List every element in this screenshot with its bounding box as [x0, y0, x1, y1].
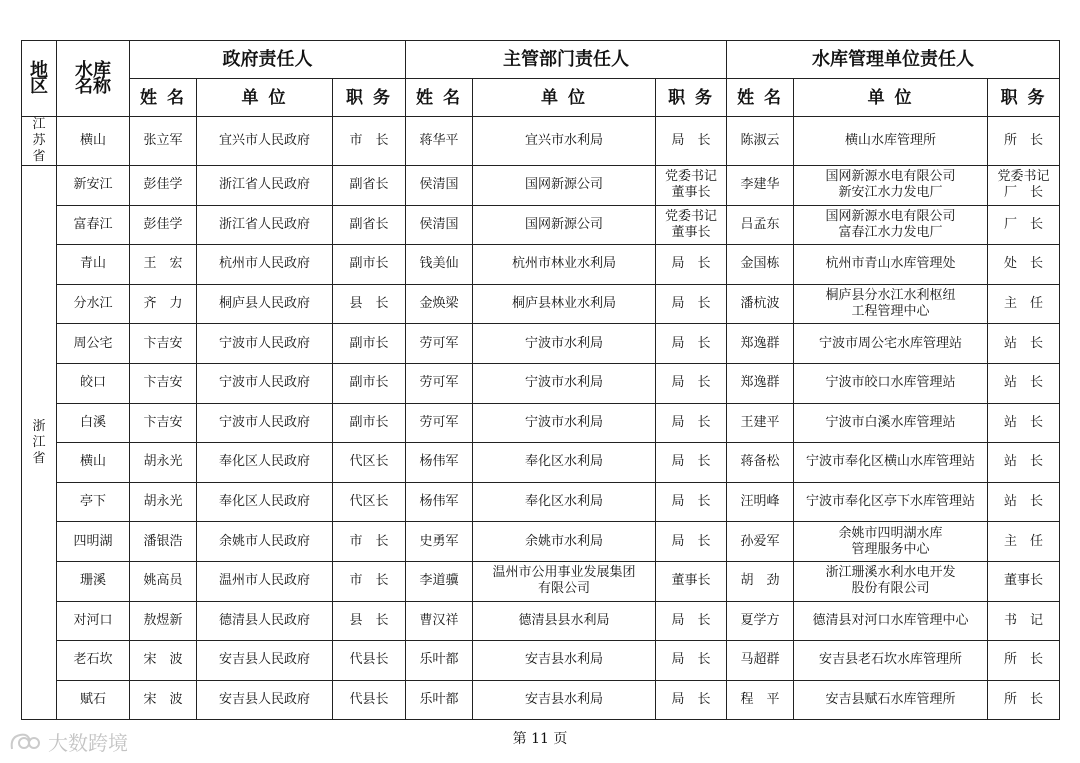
dept-org: 国网新源公司: [473, 205, 656, 245]
unit-post: 站 长: [988, 363, 1060, 403]
gov-post: 副省长: [333, 166, 406, 206]
unit-name: 金国栋: [727, 245, 794, 285]
unit-org: 安吉县赋石水库管理所: [794, 680, 988, 720]
dept-post: 局 长: [656, 522, 727, 562]
table-row: [22, 482, 1060, 522]
dept-post: 局 长: [656, 443, 727, 483]
unit-post: 站 长: [988, 443, 1060, 483]
gov-org: 余姚市人民政府: [197, 522, 333, 562]
unit-name: 郑逸群: [727, 363, 794, 403]
table-row: [22, 522, 1060, 562]
table-row: [22, 166, 1060, 206]
gov-post: 副市长: [333, 245, 406, 285]
unit-org: 宁波市白溪水库管理站: [794, 403, 988, 443]
reservoir-name: 白溪: [57, 403, 130, 443]
unit-post: 书 记: [988, 601, 1060, 641]
gov-post: 代县长: [333, 641, 406, 681]
header-unit: 水库管理单位责任人: [727, 41, 1060, 79]
header-unit-name: 姓 名: [727, 79, 794, 117]
dept-org: 安吉县水利局: [473, 680, 656, 720]
gov-post: 副省长: [333, 205, 406, 245]
unit-org: 宁波市周公宅水库管理站: [794, 324, 988, 364]
unit-org: 杭州市青山水库管理处: [794, 245, 988, 285]
header-region: 地区: [22, 41, 57, 117]
unit-post: 所 长: [988, 117, 1060, 166]
gov-name: 敖煜新: [130, 601, 197, 641]
gov-org: 浙江省人民政府: [197, 205, 333, 245]
gov-org: 温州市人民政府: [197, 561, 333, 601]
dept-org: 宜兴市水利局: [473, 117, 656, 166]
dept-org: 桐庐县林业水利局: [473, 284, 656, 324]
unit-org: 桐庐县分水江水利枢纽 工程管理中心: [794, 284, 988, 324]
dept-name: 侯清国: [406, 205, 473, 245]
table-row: [22, 205, 1060, 245]
reservoir-name: 赋石: [57, 680, 130, 720]
unit-name: 汪明峰: [727, 482, 794, 522]
reservoir-name: 横山: [57, 117, 130, 166]
gov-name: 宋 波: [130, 680, 197, 720]
unit-name: 王建平: [727, 403, 794, 443]
gov-org: 安吉县人民政府: [197, 680, 333, 720]
dept-name: 乐叶都: [406, 641, 473, 681]
gov-org: 浙江省人民政府: [197, 166, 333, 206]
reservoir-name: 富春江: [57, 205, 130, 245]
unit-org: 安吉县老石坎水库管理所: [794, 641, 988, 681]
header-gov-post: 职 务: [333, 79, 406, 117]
unit-org: 宁波市皎口水库管理站: [794, 363, 988, 403]
table-row: [22, 561, 1060, 601]
gov-post: 代区长: [333, 482, 406, 522]
reservoir-name: 青山: [57, 245, 130, 285]
dept-post: 局 长: [656, 680, 727, 720]
dept-post: 党委书记 董事长: [656, 166, 727, 206]
unit-post: 董事长: [988, 561, 1060, 601]
gov-post: 市 长: [333, 522, 406, 562]
gov-org: 宁波市人民政府: [197, 403, 333, 443]
dept-post: 局 长: [656, 403, 727, 443]
reservoir-name: 亭下: [57, 482, 130, 522]
unit-name: 蒋备松: [727, 443, 794, 483]
watermark-text: 大数跨境: [48, 731, 128, 755]
dept-post: 局 长: [656, 324, 727, 364]
dept-org: 温州市公用事业发展集团 有限公司: [473, 561, 656, 601]
gov-org: 宁波市人民政府: [197, 363, 333, 403]
table-row: [22, 117, 1060, 166]
table-row: [22, 641, 1060, 681]
unit-post: 所 长: [988, 641, 1060, 681]
unit-post: 党委书记 厂 长: [988, 166, 1060, 206]
unit-name: 孙爱军: [727, 522, 794, 562]
unit-org: 宁波市奉化区亭下水库管理站: [794, 482, 988, 522]
unit-name: 胡 劲: [727, 561, 794, 601]
gov-name: 卞吉安: [130, 363, 197, 403]
unit-name: 李建华: [727, 166, 794, 206]
table-row: [22, 363, 1060, 403]
dept-name: 劳可军: [406, 324, 473, 364]
unit-name: 潘杭波: [727, 284, 794, 324]
unit-post: 厂 长: [988, 205, 1060, 245]
gov-org: 安吉县人民政府: [197, 641, 333, 681]
unit-name: 吕孟东: [727, 205, 794, 245]
header-dept: 主管部门责任人: [406, 41, 727, 79]
dept-name: 金焕梁: [406, 284, 473, 324]
dept-name: 杨伟军: [406, 482, 473, 522]
reservoir-name: 周公宅: [57, 324, 130, 364]
dept-org: 安吉县水利局: [473, 641, 656, 681]
unit-name: 郑逸群: [727, 324, 794, 364]
unit-org: 浙江珊溪水利水电开发 股份有限公司: [794, 561, 988, 601]
region-zhejiang: 浙江省: [22, 166, 57, 720]
gov-name: 宋 波: [130, 641, 197, 681]
gov-name: 卞吉安: [130, 403, 197, 443]
gov-name: 张立军: [130, 117, 197, 166]
header-unit-org: 单 位: [794, 79, 988, 117]
gov-org: 杭州市人民政府: [197, 245, 333, 285]
dept-org: 宁波市水利局: [473, 324, 656, 364]
dept-post: 局 长: [656, 601, 727, 641]
reservoir-name: 老石坎: [57, 641, 130, 681]
unit-org: 横山水库管理所: [794, 117, 988, 166]
dept-post: 局 长: [656, 363, 727, 403]
gov-org: 桐庐县人民政府: [197, 284, 333, 324]
gov-name: 胡永光: [130, 443, 197, 483]
dept-name: 侯清国: [406, 166, 473, 206]
reservoir-name: 分水江: [57, 284, 130, 324]
dept-org: 杭州市林业水利局: [473, 245, 656, 285]
unit-org: 余姚市四明湖水库 管理服务中心: [794, 522, 988, 562]
dept-org: 国网新源公司: [473, 166, 656, 206]
gov-org: 奉化区人民政府: [197, 443, 333, 483]
dept-name: 史勇军: [406, 522, 473, 562]
dept-org: 奉化区水利局: [473, 482, 656, 522]
reservoir-name: 横山: [57, 443, 130, 483]
unit-org: 国网新源水电有限公司 新安江水力发电厂: [794, 166, 988, 206]
region-jiangsu: 江苏省: [22, 117, 57, 166]
gov-post: 市 长: [333, 561, 406, 601]
header-reservoir: 水库名称: [57, 41, 130, 117]
unit-post: 主 任: [988, 522, 1060, 562]
dept-org: 宁波市水利局: [473, 403, 656, 443]
gov-post: 县 长: [333, 284, 406, 324]
gov-org: 宁波市人民政府: [197, 324, 333, 364]
gov-org: 奉化区人民政府: [197, 482, 333, 522]
header-gov-name: 姓 名: [130, 79, 197, 117]
gov-post: 市 长: [333, 117, 406, 166]
unit-post: 站 长: [988, 403, 1060, 443]
unit-post: 主 任: [988, 284, 1060, 324]
dept-org: 宁波市水利局: [473, 363, 656, 403]
watermark: [8, 727, 128, 756]
reservoir-responsibility-table: [21, 40, 1060, 720]
unit-post: 所 长: [988, 680, 1060, 720]
reservoir-name: 对河口: [57, 601, 130, 641]
gov-org: 宜兴市人民政府: [197, 117, 333, 166]
header-gov: 政府责任人: [130, 41, 406, 79]
gov-name: 彭佳学: [130, 166, 197, 206]
table-row: [22, 443, 1060, 483]
header-dept-post: 职 务: [656, 79, 727, 117]
gov-org: 德清县人民政府: [197, 601, 333, 641]
header-unit-post: 职 务: [988, 79, 1060, 117]
dept-org: 余姚市水利局: [473, 522, 656, 562]
header-dept-org: 单 位: [473, 79, 656, 117]
page-number: 第 11 页: [512, 731, 568, 747]
unit-name: 陈淑云: [727, 117, 794, 166]
gov-post: 副市长: [333, 363, 406, 403]
gov-name: 卞吉安: [130, 324, 197, 364]
unit-org: 宁波市奉化区横山水库管理站: [794, 443, 988, 483]
table-row: [22, 680, 1060, 720]
table-row: [22, 245, 1060, 285]
reservoir-name: 皎口: [57, 363, 130, 403]
table-row: [22, 324, 1060, 364]
gov-name: 王 宏: [130, 245, 197, 285]
dept-name: 劳可军: [406, 363, 473, 403]
dept-post: 局 长: [656, 641, 727, 681]
dept-name: 蒋华平: [406, 117, 473, 166]
dept-name: 乐叶都: [406, 680, 473, 720]
reservoir-name: 四明湖: [57, 522, 130, 562]
gov-post: 副市长: [333, 403, 406, 443]
gov-post: 副市长: [333, 324, 406, 364]
unit-post: 处 长: [988, 245, 1060, 285]
reservoir-name: 新安江: [57, 166, 130, 206]
dept-post: 局 长: [656, 117, 727, 166]
unit-name: 夏学方: [727, 601, 794, 641]
gov-name: 胡永光: [130, 482, 197, 522]
header-dept-name: 姓 名: [406, 79, 473, 117]
dept-org: 奉化区水利局: [473, 443, 656, 483]
gov-name: 潘银浩: [130, 522, 197, 562]
unit-name: 马超群: [727, 641, 794, 681]
dept-name: 劳可军: [406, 403, 473, 443]
unit-org: 国网新源水电有限公司 富春江水力发电厂: [794, 205, 988, 245]
unit-name: 程 平: [727, 680, 794, 720]
gov-post: 代区长: [333, 443, 406, 483]
gov-post: 县 长: [333, 601, 406, 641]
gov-name: 姚高员: [130, 561, 197, 601]
dept-post: 局 长: [656, 245, 727, 285]
dept-post: 局 长: [656, 284, 727, 324]
reservoir-name: 珊溪: [57, 561, 130, 601]
unit-post: 站 长: [988, 324, 1060, 364]
dept-post: 局 长: [656, 482, 727, 522]
gov-name: 齐 力: [130, 284, 197, 324]
gov-post: 代县长: [333, 680, 406, 720]
dept-org: 德清县县水利局: [473, 601, 656, 641]
header-gov-org: 单 位: [197, 79, 333, 117]
dept-name: 曹汉祥: [406, 601, 473, 641]
table-row: [22, 284, 1060, 324]
watermark-logo-icon: [8, 729, 42, 755]
unit-org: 德清县对河口水库管理中心: [794, 601, 988, 641]
table-row: [22, 601, 1060, 641]
dept-name: 钱美仙: [406, 245, 473, 285]
unit-post: 站 长: [988, 482, 1060, 522]
gov-name: 彭佳学: [130, 205, 197, 245]
dept-name: 李道骥: [406, 561, 473, 601]
table-row: [22, 403, 1060, 443]
dept-post: 党委书记 董事长: [656, 205, 727, 245]
dept-name: 杨伟军: [406, 443, 473, 483]
dept-post: 董事长: [656, 561, 727, 601]
